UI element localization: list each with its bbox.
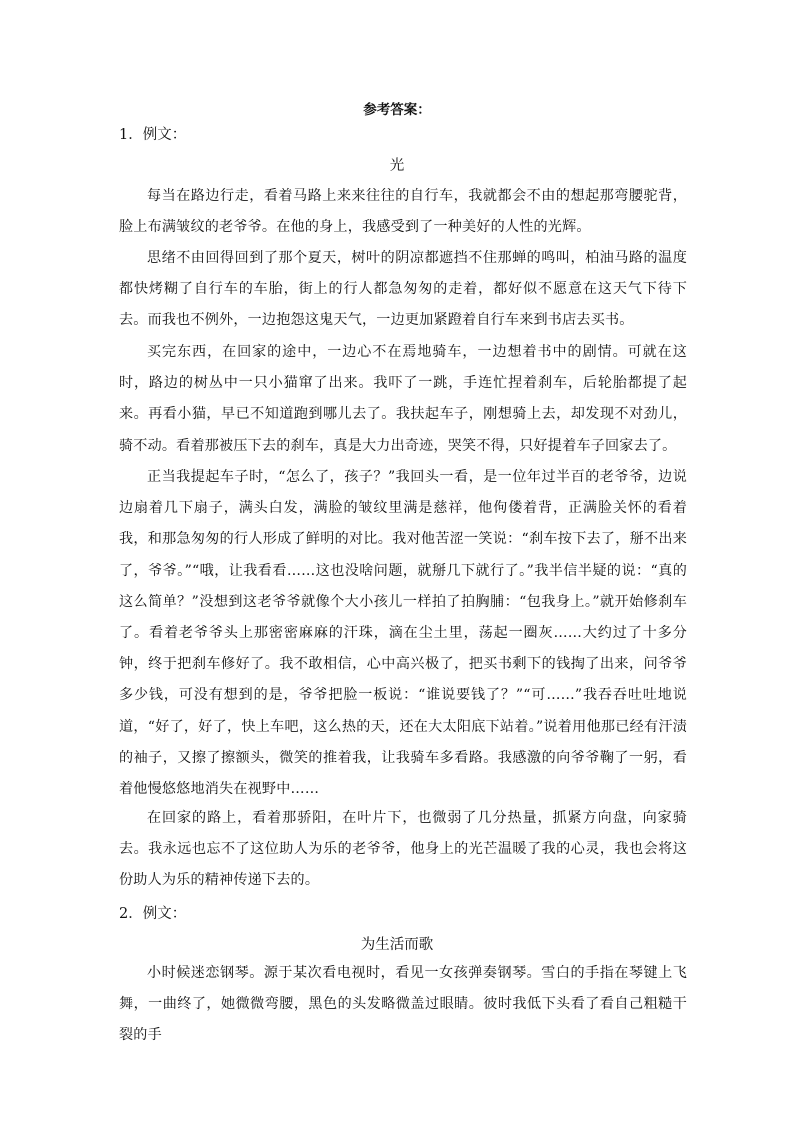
essay-1-title: 光 xyxy=(389,158,405,174)
item-1-label: 1．例文： xyxy=(119,127,187,143)
essay-1-paragraph: 在回家的路上，看着那骄阳，在叶片下，也微弱了几分热量，抓紧方向盘，向家骑去。我永远也忘不了这位助人为乐的老爷爷，他身上的光芒温暖了我的心灵，我也会将这份助人为乐的精神传递下去的。 xyxy=(119,810,687,889)
essay-1-paragraph: 思绪不由回得回到了那个夏天，树叶的阴凉都遮挡不住那蝉的鸣叫，柏油马路的温度都快烤糊了自行车的车胎，街上的行人都急匆匆的走着，都好似不愿意在这天气下待下去。而我也不例外，一边抱怨这鬼天气，一边更加紧蹬着自行车来到书店去买书。 xyxy=(119,250,687,329)
item-2-label: 2．例文： xyxy=(119,906,187,922)
essay-1-paragraph: 买完东西，在回家的途中，一边心不在焉地骑车，一边想着书中的剧情。可就在这时，路边的树丛中一只小猫窜了出来。我吓了一跳，手连忙捏着刹车，后轮胎都提了起来。再看小猫，早已不知道跑到哪儿去了。我扶起车子，刚想骑上去，却发现不对劲儿，骑不动。看着那被压下去的刹车，真是大力出奇迹，哭笑不得，只好提着车子回家去了。 xyxy=(119,344,687,454)
essay-1-paragraph: 正当我提起车子时，“怎么了，孩子？”我回头一看，是一位年过半百的老爷爷，边说边扇着几下扇子，满头白发，满脸的皱纹里满是慈祥，他佝偻着背，正满脸关怀的看着我，和那急匆匆的行人形成了鲜明的对比。我对他苦涩一笑说：“刹车按下去了，掰不出来了，爷爷。”“哦，让我看看……这也没啥问题，就掰几下就行了。”我半信半疑的说：“真的这么简单？”没想到这老爷爷就像个大小孩儿一样拍了拍胸脯：“包我身上。”就开始修刹车了。看着老爷爷头上那密密麻麻的汗珠，滴在尘土里，荡起一圈灰……大约过了十多分钟，终于把刹车修好了。我不敢相信，心中高兴极了，把买书剩下的钱掏了出来，问爷爷多少钱，可没有想到的是，爷爷把脸一板说：“谁说要钱了？”“可……”我吞吞吐吐地说道，“好了，好了，快上车吧，这么热的天，还在大太阳底下站着。”说着用他那已经有汗渍的袖子，又擦了擦额头，微笑的推着我，让我骑车多看路。我感激的向爷爷鞠了一躬，看着他慢悠悠地消失在视野中…… xyxy=(119,469,687,798)
essay-2-paragraph: 小时候迷恋钢琴。源于某次看电视时，看见一女孩弹奏钢琴。雪白的手指在琴键上飞舞，一曲终了，她微微弯腰，黑色的头发略微盖过眼睛。彼时我低下头看了看自己粗糙干裂的手 xyxy=(119,965,687,1044)
essay-2-title: 为生活而歌 xyxy=(360,937,434,953)
answer-heading: 参考答案： xyxy=(363,102,431,118)
essay-1-paragraph: 每当在路边行走，看着马路上来来往往的自行车，我就都会不由的想起那弯腰驼背，脸上布满皱纹的老爷爷。在他的身上，我感受到了一种美好的人性的光辉。 xyxy=(119,188,687,236)
